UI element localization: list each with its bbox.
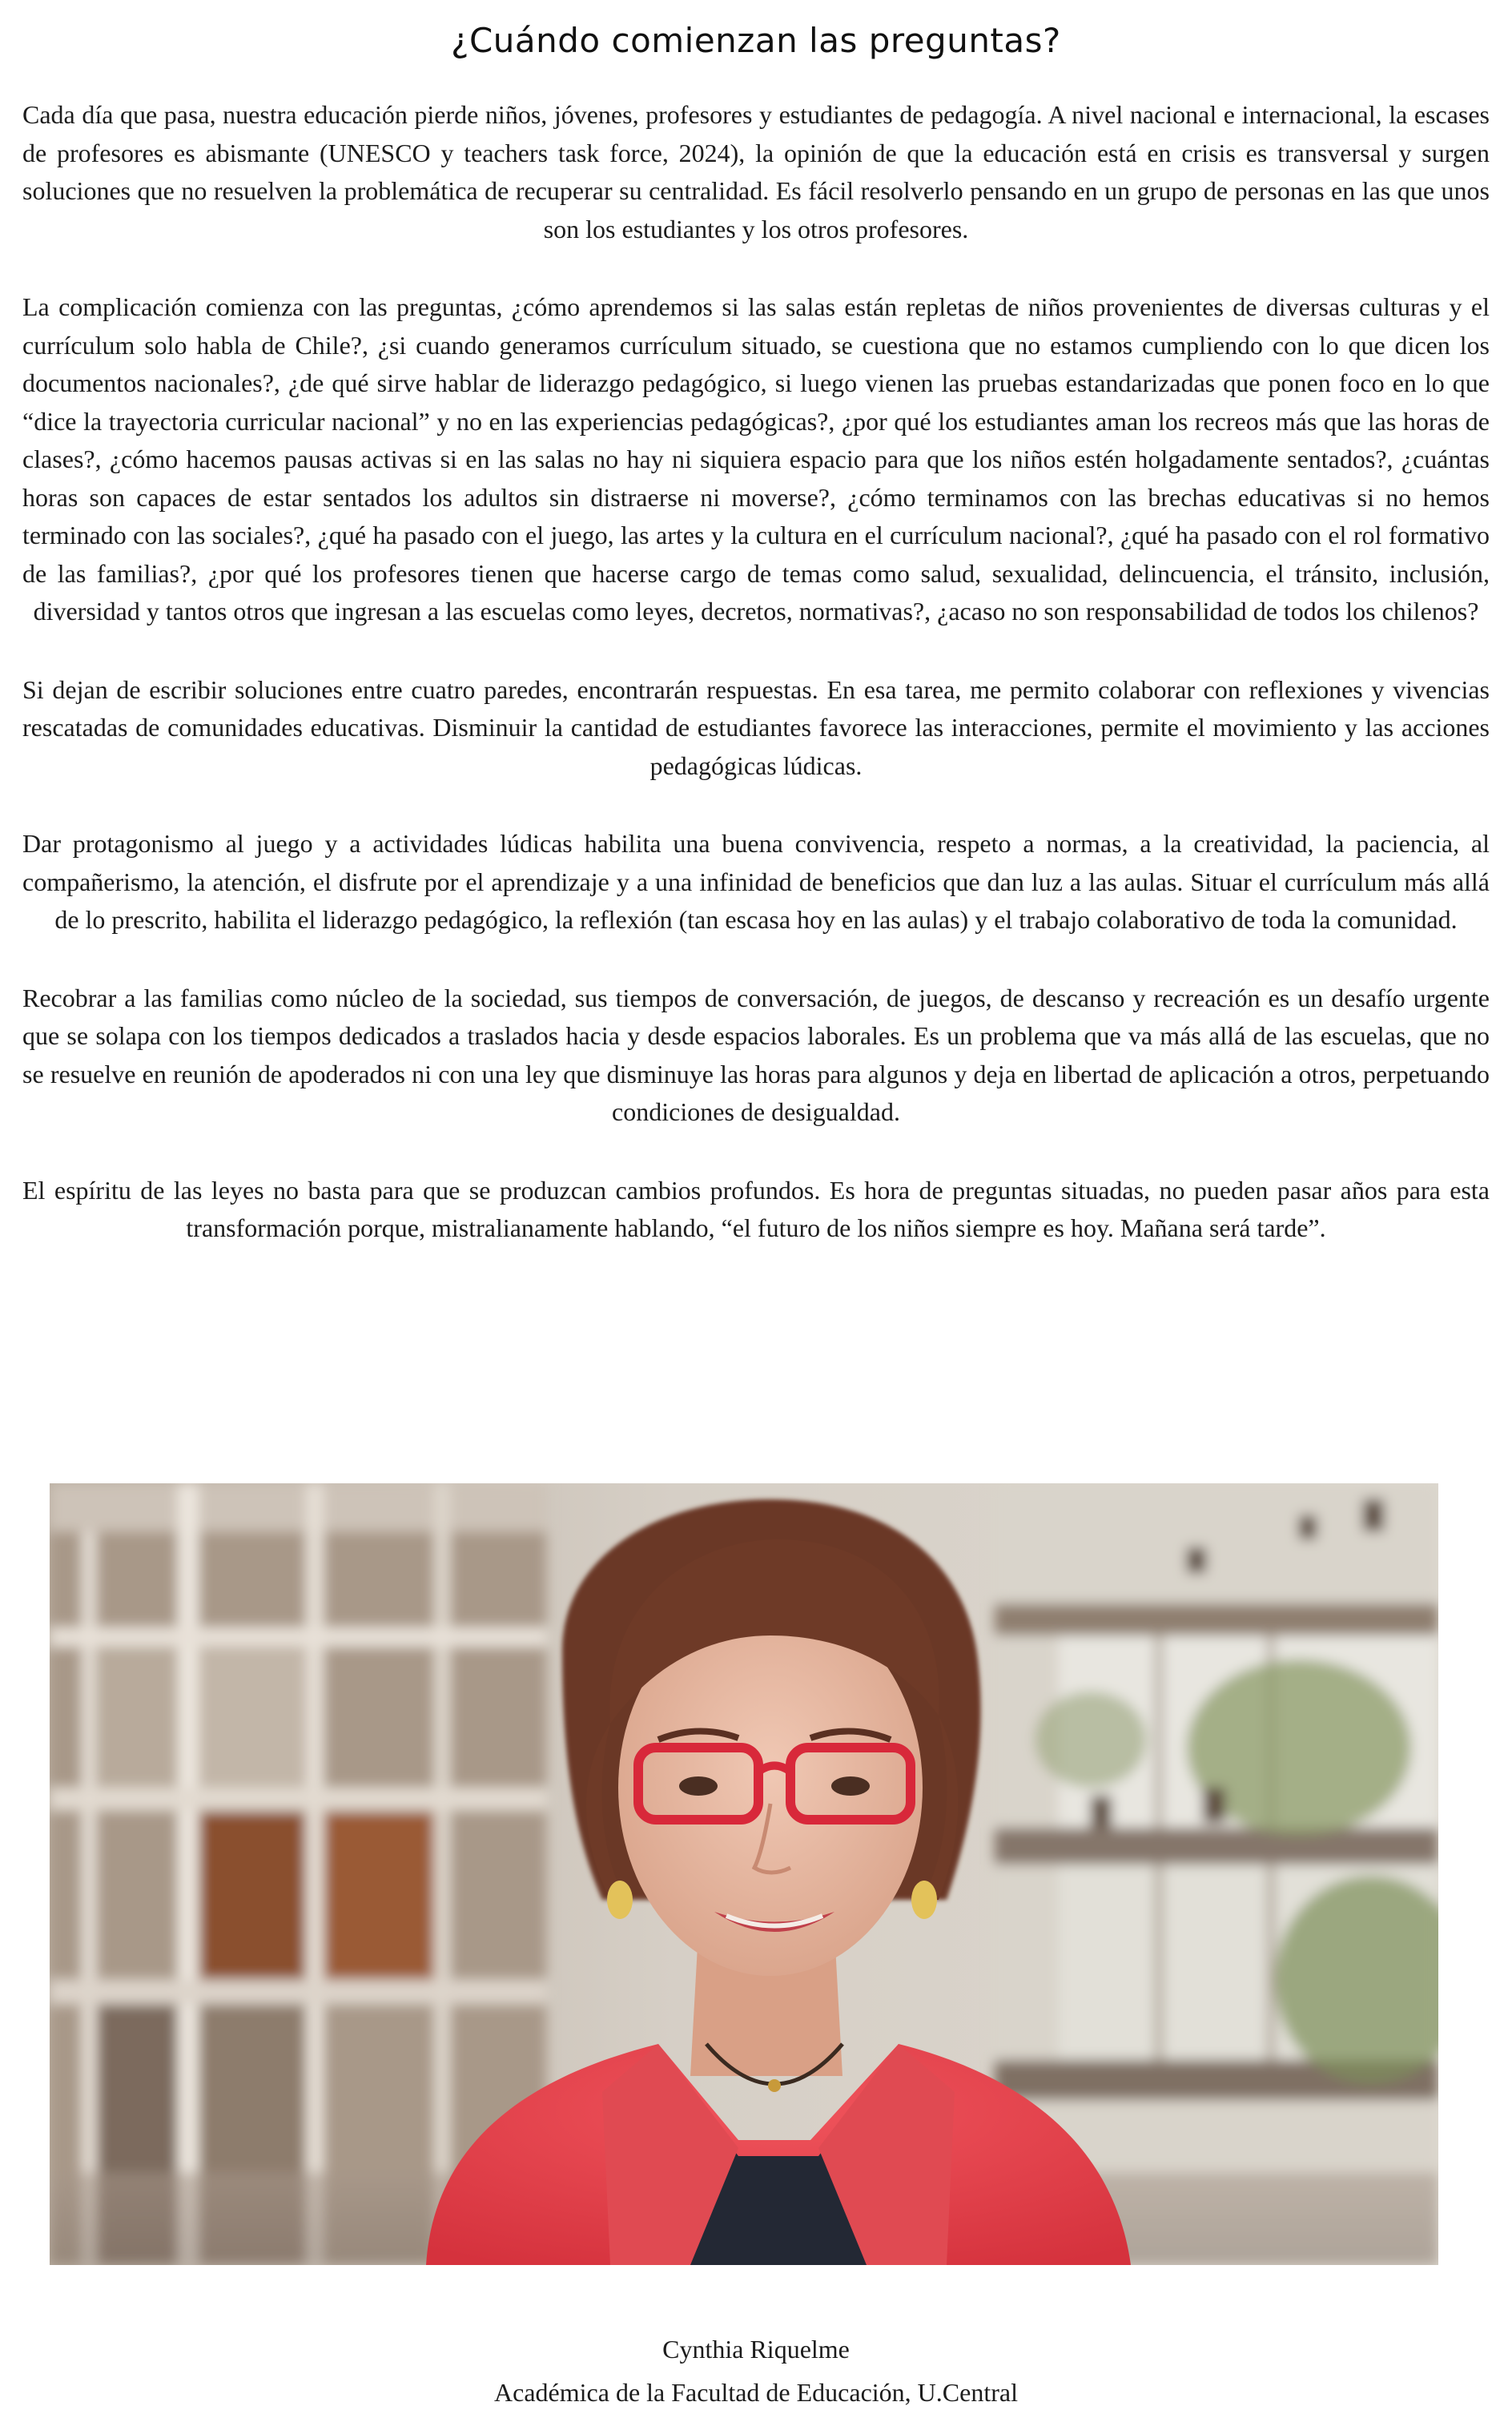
paragraph-3: Si dejan de escribir soluciones entre cuatro paredes, encontrarán respuestas. En esa tarea, me permito colaborar con reflexiones y vivencias rescatadas de comunidades educativas. Disminuir la cantidad de estudiantes favorece las interacciones, permite el movimiento y las acciones pedagógicas lúdicas.	[22, 674, 1490, 780]
article-body	[22, 96, 1490, 1288]
author-affiliation: Académica de la Facultad de Educación, U.Central	[494, 2378, 1018, 2407]
author-name: Cynthia Riquelme	[662, 2335, 850, 2364]
paragraph-6: El espíritu de las leyes no basta para que se produzcan cambios profundos. Es hora de preguntas situadas, no pueden pasar años para esta transformación porque, mistralianamente hablando, “el futuro de los niños siempre es hoy. Mañana será tarde”.	[22, 1175, 1490, 1242]
author-caption	[0, 2327, 1512, 2414]
author-photo	[50, 1483, 1438, 2265]
paragraph-4: Dar protagonismo al juego y a actividades lúdicas habilita una buena convivencia, respeto a normas, a la creatividad, la paciencia, al compañerismo, la atención, el disfrute por el aprendizaje y a una infinidad de beneficios que dan luz a las aulas. Situar el currículum más allá de lo prescrito, habilita el liderazgo pedagógico, la reflexión (tan escasa hoy en las aulas) y el trabajo colaborativo de toda la comunidad.	[22, 829, 1490, 934]
paragraph-1: Cada día que pasa, nuestra educación pierde niños, jóvenes, profesores y estudiantes de pedagogía. A nivel nacional e internacional, la escases de profesores es abismante (UNESCO y teachers task force, 2024), la opinión de que la educación está en crisis es transversal y surgen soluciones que no resuelven la problemática de recuperar su centralidad. Es fácil resolverlo pensando en un grupo de personas en las que unos son los estudiantes y los otros profesores.	[22, 100, 1490, 243]
paragraph-5: Recobrar a las familias como núcleo de la sociedad, sus tiempos de conversación, de juegos, de descanso y recreación es un desafío urgente que se solapa con los tiempos dedicados a traslados hacia y desde espacios laborales. Es un problema que va más allá de las escuelas, que no se resuelve en reunión de apoderados ni con una ley que disminuye las horas para algunos y deja en libertad de aplicación a otros, perpetuando condiciones de desigualdad.	[22, 983, 1490, 1126]
paragraph-2: La complicación comienza con las preguntas, ¿cómo aprendemos si las salas están repletas de niños provenientes de diversas culturas y el currículum solo habla de Chile?, ¿si cuando generamos currículum situado, se cuestiona que no estamos cumpliendo con lo que dicen los documentos nacionales?, ¿de qué sirve hablar de liderazgo pedagógico, si luego vienen las pruebas estandarizadas que ponen foco en lo que “dice la trayectoria curricular nacional” y no en las experiencias pedagógicas?, ¿por qué los estudiantes aman los recreos más que las horas de clases?, ¿cómo hacemos pausas activas si en las salas no hay ni siquiera espacio para que los niños estén holgadamente sentados?, ¿cuántas horas son capaces de estar sentados los adultos sin distraerse ni moverse?, ¿cómo terminamos con las brechas educativas si no hemos terminado con las sociales?, ¿qué ha pasado con el juego, las artes y la cultura en el currículum nacional?, ¿qué ha pasado con el rol formativo de las familias?, ¿por qué los profesores tienen que hacerse cargo de temas como salud, sexualidad, delincuencia, el tránsito, inclusión, diversidad y tantos otros que ingresan a las escuelas como leyes, decretos, normativas?, ¿acaso no son responsabilidad de todos los chilenos?	[22, 292, 1490, 626]
article-title: ¿Cuándo comienzan las preguntas?	[451, 21, 1061, 60]
